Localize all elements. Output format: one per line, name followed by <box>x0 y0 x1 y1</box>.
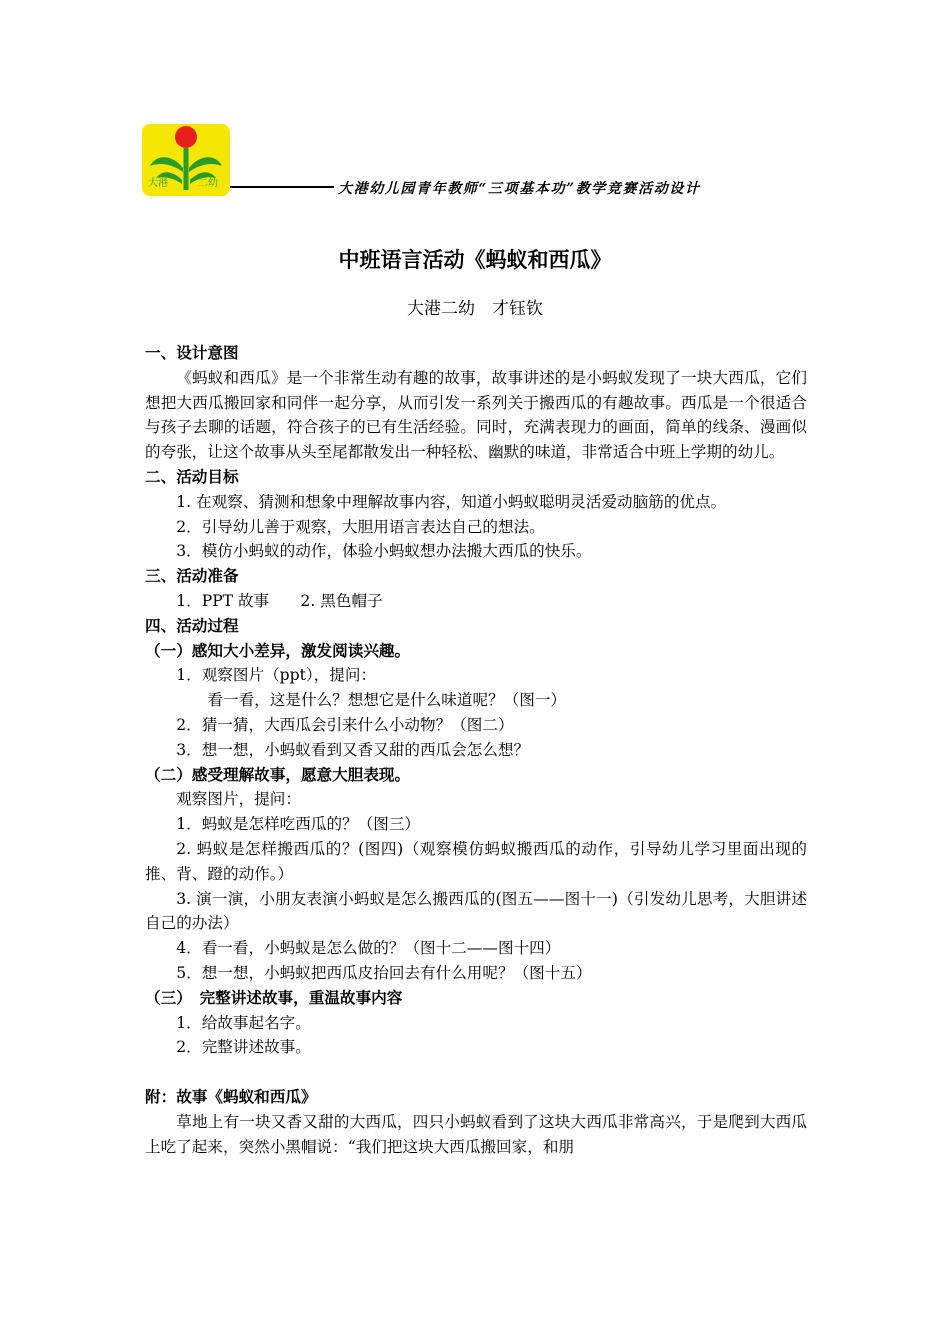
header-divider <box>230 186 334 188</box>
logo-text-right: 二幼 <box>198 178 218 189</box>
section-heading: 一、设计意图 <box>145 344 239 362</box>
list-item: 1．给故事起名字。 <box>176 1013 311 1032</box>
list-item: 1. 在观察、猜测和想象中理解故事内容，知道小蚂蚁聪明灵活爱动脑筋的优点。 <box>176 492 727 511</box>
subsection-heading: （一）感知大小差异，激发阅读兴趣。 <box>145 641 411 660</box>
subsection-heading: （二）感受理解故事，愿意大胆表现。 <box>145 765 411 784</box>
section-heading: 三、活动准备 <box>145 567 239 586</box>
paragraph: 1．PPT 故事 2. 黑色帽子 <box>176 591 383 610</box>
document-title: 中班语言活动《蚂蚁和西瓜》 <box>338 248 612 272</box>
document-body <box>145 341 807 1159</box>
header-tagline: 大港幼儿园青年教师“三项基本功”教学竞赛活动设计 <box>338 181 701 197</box>
list-item: 3. 演一演，小朋友表演小蚂蚁是怎么搬西瓜的(图五——图十一)（引发幼儿思考，大胆讲述自己的办法） <box>145 889 807 933</box>
list-item: 1．观察图片（ppt），提问： <box>176 666 377 685</box>
list-item: 3．想一想，小蚂蚁看到又香又甜的西瓜会怎么想？ <box>176 740 530 759</box>
list-item: 2. 蚂蚁是怎样搬西瓜的？(图四)（观察模仿蚂蚁搬西瓜的动作，引导幼儿学习里面出现的推、背、蹬的动作。） <box>145 839 807 883</box>
appendix-heading: 附：故事《蚂蚁和西瓜》 <box>145 1087 317 1106</box>
list-item: 看一看，这是什么？想想它是什么味道呢？（图一） <box>207 691 567 710</box>
paragraph: 《蚂蚁和西瓜》是一个非常生动有趣的故事，故事讲述的是小蚂蚁发现了一块大西瓜，它们想把大西瓜搬回家和同伴一起分享，从而引发一系列关于搬西瓜的有趣故事。西瓜是一个很适合与孩子去聊的话题，符合孩子的已有生活经验。同时，充满表现力的画面，简单的线条、漫画似的夸张，让这个故事从头至尾都散发出一种轻松、幽默的味道，非常适合中班上学期的幼儿。 <box>145 368 807 462</box>
paragraph: 草地上有一块又香又甜的大西瓜，四只小蚂蚁看到了这块大西瓜非常高兴，于是爬到大西瓜上吃了起来，突然小黑帽说：“我们把这块大西瓜搬回家，和朋 <box>145 1112 807 1156</box>
list-item: 1．蚂蚁是怎样吃西瓜的？（图三） <box>176 815 421 834</box>
list-item: 4．看一看，小蚂蚁是怎么做的？（图十二——图十四） <box>176 939 561 958</box>
logo-text-left: 大港 <box>148 178 168 189</box>
list-item: 3．模仿小蚂蚁的动作，体验小蚂蚁想办法搬大西瓜的快乐。 <box>176 542 592 561</box>
spacer <box>145 1060 807 1085</box>
section-heading: 四、活动过程 <box>145 616 239 635</box>
school-logo <box>142 124 230 196</box>
list-item: 2．猜一猜，大西瓜会引来什么小动物？（图二） <box>176 715 514 734</box>
list-item: 观察图片，提问： <box>176 790 301 809</box>
subsection-heading: （三） 完整讲述故事，重温故事内容 <box>145 988 403 1007</box>
list-item: 2．引导幼儿善于观察，大胆用语言表达自己的想法。 <box>176 517 545 536</box>
section-heading: 二、活动目标 <box>145 467 239 486</box>
list-item: 2．完整讲述故事。 <box>176 1038 311 1057</box>
list-item: 5．想一想，小蚂蚁把西瓜皮抬回去有什么用呢？（图十五） <box>176 963 592 982</box>
document-author: 大港二幼 才钰钦 <box>407 299 543 319</box>
